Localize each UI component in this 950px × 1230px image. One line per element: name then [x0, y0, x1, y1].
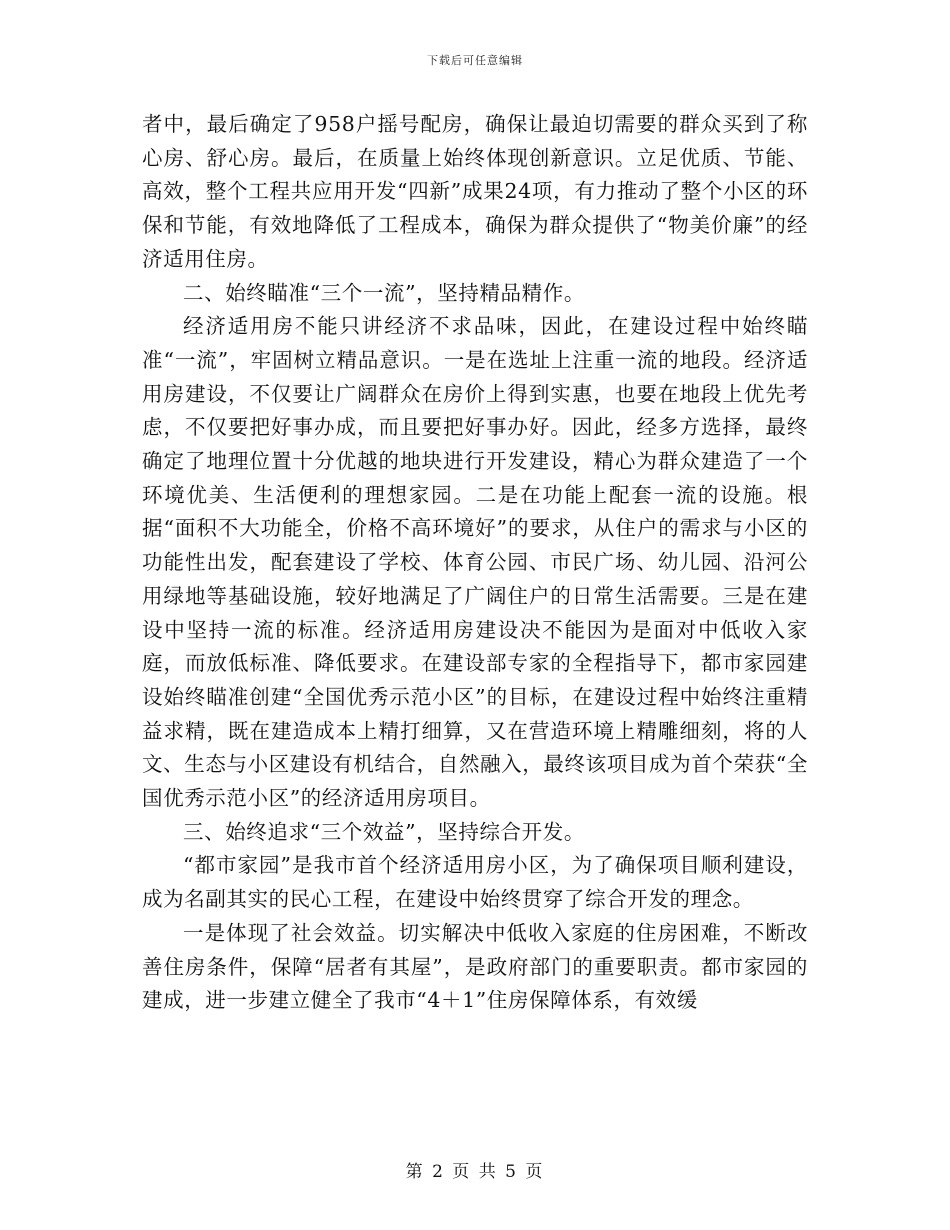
- section-heading-two: 二、始终瞄准“三个一流”，坚持精品精作。: [183, 280, 585, 305]
- paragraph: “都市家园”是我市首个经济适用房小区，为了确保项目顺利建设，成为名副其实的民心工程，在建设中始终贯穿了综合开发的理念。: [142, 853, 808, 912]
- page-number: 第 2 页 共 5 页: [405, 1162, 545, 1182]
- paragraph-continued: 者中，最后确定了958户摇号配房，确保让最迫切需要的群众买到了称心房、舒心房。最后，在质量上始终体现创新意识。立足优质、节能、高效，整个工程共应用开发“四新”成果24项，有力推动了整个小区的环保和节能，有效地降低了工程成本，确保为群众提供了“物美价廉”的经济适用住房。: [142, 112, 808, 271]
- section-heading-three: 三、始终追求“三个效益”，坚持综合开发。: [183, 819, 585, 844]
- paragraph: 一是体现了社会效益。切实解决中低收入家庭的住房困难，不断改善住房条件，保障“居者有其屋”，是政府部门的重要职责。都市家园的建成，进一步建立健全了我市“4＋1”住房保障体系，有效缓: [142, 920, 808, 1013]
- paragraph: 经济适用房不能只讲经济不求品味，因此，在建设过程中始终瞄准“一流”，牢固树立精品意识。一是在选址上注重一流的地段。经济适用房建设，不仅要让广阔群众在房价上得到实惠，也要在地段上优先考虑，不仅要把好事办成，而且要把好事办好。因此，经多方选择，最终确定了地理位置十分优越的地块进行开发建设，精心为群众建造了一个环境优美、生活便利的理想家园。二是在功能上配套一流的设施。根据“面积不大功能全，价格不高环境好”的要求，从住户的需求与小区的功能性出发，配套建设了学校、体育公园、市民广场、幼儿园、沿河公用绿地等基础设施，较好地满足了广阔住户的日常生活需要。三是在建设中坚持一流的标准。经济适用房建设决不能因为是面对中低收入家庭，而放低标准、降低要求。在建设部专家的全程指导下，都市家园建设始终瞄准创建“全国优秀示范小区”的目标，在建设过程中始终注重精益求精，既在建造成本上精打细算，又在营造环境上精雕细刻，将的人文、生态与小区建设有机结合，自然融入，最终该项目成为首个荣获“全国优秀示范小区”的经济适用房项目。: [142, 314, 808, 811]
- header-note: 下载后可任意编辑: [427, 54, 523, 67]
- body-text: [142, 108, 808, 1018]
